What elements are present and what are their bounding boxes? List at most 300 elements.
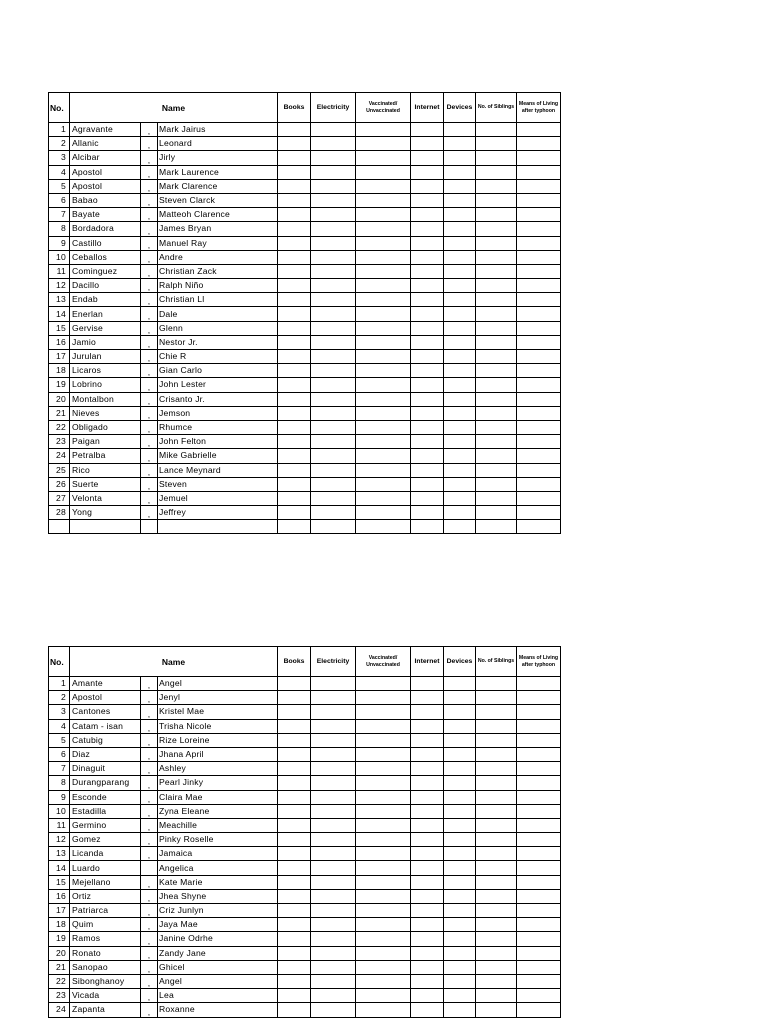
cell-devices[interactable] — [444, 1003, 476, 1017]
cell-siblings[interactable] — [476, 392, 517, 406]
cell-means-of-living[interactable] — [517, 321, 561, 335]
cell-electricity[interactable] — [311, 420, 356, 434]
cell-electricity[interactable] — [311, 435, 356, 449]
cell-means-of-living[interactable] — [517, 733, 561, 747]
cell-internet[interactable] — [411, 321, 444, 335]
cell-books[interactable] — [278, 790, 311, 804]
cell-vaccinated[interactable] — [356, 776, 411, 790]
cell-books[interactable] — [278, 321, 311, 335]
cell-devices[interactable] — [444, 719, 476, 733]
cell-vaccinated[interactable] — [356, 719, 411, 733]
cell-devices[interactable] — [444, 918, 476, 932]
cell-electricity[interactable] — [311, 151, 356, 165]
cell-siblings[interactable] — [476, 520, 517, 534]
cell-devices[interactable] — [444, 151, 476, 165]
cell-books[interactable] — [278, 264, 311, 278]
cell-siblings[interactable] — [476, 378, 517, 392]
cell-means-of-living[interactable] — [517, 677, 561, 691]
cell-vaccinated[interactable] — [356, 974, 411, 988]
cell-electricity[interactable] — [311, 677, 356, 691]
cell-internet[interactable] — [411, 904, 444, 918]
cell-books[interactable] — [278, 762, 311, 776]
cell-siblings[interactable] — [476, 279, 517, 293]
cell-vaccinated[interactable] — [356, 264, 411, 278]
cell-electricity[interactable] — [311, 222, 356, 236]
cell-internet[interactable] — [411, 193, 444, 207]
cell-internet[interactable] — [411, 378, 444, 392]
cell-books[interactable] — [278, 946, 311, 960]
cell-siblings[interactable] — [476, 506, 517, 520]
cell-devices[interactable] — [444, 677, 476, 691]
cell-electricity[interactable] — [311, 321, 356, 335]
cell-internet[interactable] — [411, 307, 444, 321]
cell-vaccinated[interactable] — [356, 208, 411, 222]
cell-vaccinated[interactable] — [356, 875, 411, 889]
cell-books[interactable] — [278, 974, 311, 988]
cell-siblings[interactable] — [476, 193, 517, 207]
cell-means-of-living[interactable] — [517, 350, 561, 364]
cell-means-of-living[interactable] — [517, 123, 561, 137]
cell-vaccinated[interactable] — [356, 477, 411, 491]
cell-devices[interactable] — [444, 889, 476, 903]
cell-devices[interactable] — [444, 123, 476, 137]
cell-electricity[interactable] — [311, 236, 356, 250]
cell-devices[interactable] — [444, 477, 476, 491]
cell-devices[interactable] — [444, 193, 476, 207]
cell-means-of-living[interactable] — [517, 137, 561, 151]
cell-means-of-living[interactable] — [517, 719, 561, 733]
cell-siblings[interactable] — [476, 1003, 517, 1017]
cell-electricity[interactable] — [311, 889, 356, 903]
cell-electricity[interactable] — [311, 804, 356, 818]
cell-vaccinated[interactable] — [356, 350, 411, 364]
cell-means-of-living[interactable] — [517, 918, 561, 932]
cell-books[interactable] — [278, 691, 311, 705]
cell-devices[interactable] — [444, 264, 476, 278]
cell-means-of-living[interactable] — [517, 818, 561, 832]
cell-internet[interactable] — [411, 137, 444, 151]
cell-vaccinated[interactable] — [356, 946, 411, 960]
cell-vaccinated[interactable] — [356, 733, 411, 747]
cell-books[interactable] — [278, 435, 311, 449]
cell-books[interactable] — [278, 1003, 311, 1017]
cell-electricity[interactable] — [311, 946, 356, 960]
cell-siblings[interactable] — [476, 477, 517, 491]
cell-devices[interactable] — [444, 179, 476, 193]
cell-devices[interactable] — [444, 520, 476, 534]
cell-internet[interactable] — [411, 677, 444, 691]
cell-vaccinated[interactable] — [356, 165, 411, 179]
cell-internet[interactable] — [411, 435, 444, 449]
cell-electricity[interactable] — [311, 506, 356, 520]
cell-means-of-living[interactable] — [517, 776, 561, 790]
cell-internet[interactable] — [411, 506, 444, 520]
cell-internet[interactable] — [411, 946, 444, 960]
cell-books[interactable] — [278, 350, 311, 364]
cell-devices[interactable] — [444, 932, 476, 946]
cell-electricity[interactable] — [311, 392, 356, 406]
cell-internet[interactable] — [411, 974, 444, 988]
cell-books[interactable] — [278, 520, 311, 534]
cell-books[interactable] — [278, 747, 311, 761]
cell-means-of-living[interactable] — [517, 491, 561, 505]
cell-devices[interactable] — [444, 974, 476, 988]
cell-books[interactable] — [278, 861, 311, 875]
cell-devices[interactable] — [444, 406, 476, 420]
cell-internet[interactable] — [411, 208, 444, 222]
cell-electricity[interactable] — [311, 762, 356, 776]
cell-vaccinated[interactable] — [356, 364, 411, 378]
cell-vaccinated[interactable] — [356, 420, 411, 434]
cell-vaccinated[interactable] — [356, 861, 411, 875]
cell-vaccinated[interactable] — [356, 250, 411, 264]
cell-siblings[interactable] — [476, 151, 517, 165]
cell-books[interactable] — [278, 875, 311, 889]
cell-vaccinated[interactable] — [356, 406, 411, 420]
cell-devices[interactable] — [444, 491, 476, 505]
cell-internet[interactable] — [411, 960, 444, 974]
cell-electricity[interactable] — [311, 307, 356, 321]
cell-siblings[interactable] — [476, 491, 517, 505]
cell-internet[interactable] — [411, 463, 444, 477]
cell-books[interactable] — [278, 463, 311, 477]
cell-books[interactable] — [278, 279, 311, 293]
cell-books[interactable] — [278, 818, 311, 832]
cell-books[interactable] — [278, 705, 311, 719]
cell-vaccinated[interactable] — [356, 691, 411, 705]
cell-means-of-living[interactable] — [517, 179, 561, 193]
cell-electricity[interactable] — [311, 264, 356, 278]
cell-electricity[interactable] — [311, 279, 356, 293]
cell-devices[interactable] — [444, 818, 476, 832]
cell-vaccinated[interactable] — [356, 236, 411, 250]
cell-electricity[interactable] — [311, 833, 356, 847]
cell-siblings[interactable] — [476, 691, 517, 705]
cell-devices[interactable] — [444, 790, 476, 804]
cell-siblings[interactable] — [476, 804, 517, 818]
cell-devices[interactable] — [444, 833, 476, 847]
cell-means-of-living[interactable] — [517, 378, 561, 392]
cell-devices[interactable] — [444, 904, 476, 918]
cell-devices[interactable] — [444, 307, 476, 321]
cell-internet[interactable] — [411, 335, 444, 349]
cell-siblings[interactable] — [476, 705, 517, 719]
cell-vaccinated[interactable] — [356, 463, 411, 477]
cell-books[interactable] — [278, 307, 311, 321]
cell-means-of-living[interactable] — [517, 420, 561, 434]
cell-means-of-living[interactable] — [517, 989, 561, 1003]
cell-means-of-living[interactable] — [517, 335, 561, 349]
cell-books[interactable] — [278, 776, 311, 790]
cell-siblings[interactable] — [476, 420, 517, 434]
cell-electricity[interactable] — [311, 165, 356, 179]
cell-means-of-living[interactable] — [517, 946, 561, 960]
cell-vaccinated[interactable] — [356, 889, 411, 903]
cell-siblings[interactable] — [476, 165, 517, 179]
cell-devices[interactable] — [444, 960, 476, 974]
cell-vaccinated[interactable] — [356, 179, 411, 193]
cell-electricity[interactable] — [311, 477, 356, 491]
cell-devices[interactable] — [444, 435, 476, 449]
cell-means-of-living[interactable] — [517, 974, 561, 988]
cell-internet[interactable] — [411, 364, 444, 378]
cell-means-of-living[interactable] — [517, 705, 561, 719]
cell-internet[interactable] — [411, 776, 444, 790]
cell-internet[interactable] — [411, 392, 444, 406]
cell-means-of-living[interactable] — [517, 762, 561, 776]
cell-means-of-living[interactable] — [517, 747, 561, 761]
cell-vaccinated[interactable] — [356, 137, 411, 151]
cell-electricity[interactable] — [311, 293, 356, 307]
cell-books[interactable] — [278, 889, 311, 903]
cell-means-of-living[interactable] — [517, 279, 561, 293]
cell-means-of-living[interactable] — [517, 264, 561, 278]
cell-internet[interactable] — [411, 1003, 444, 1017]
cell-means-of-living[interactable] — [517, 392, 561, 406]
cell-vaccinated[interactable] — [356, 747, 411, 761]
cell-vaccinated[interactable] — [356, 335, 411, 349]
cell-means-of-living[interactable] — [517, 804, 561, 818]
cell-devices[interactable] — [444, 378, 476, 392]
cell-internet[interactable] — [411, 350, 444, 364]
cell-means-of-living[interactable] — [517, 151, 561, 165]
cell-siblings[interactable] — [476, 250, 517, 264]
cell-electricity[interactable] — [311, 974, 356, 988]
cell-books[interactable] — [278, 719, 311, 733]
cell-siblings[interactable] — [476, 236, 517, 250]
cell-electricity[interactable] — [311, 733, 356, 747]
cell-electricity[interactable] — [311, 847, 356, 861]
cell-electricity[interactable] — [311, 193, 356, 207]
cell-internet[interactable] — [411, 733, 444, 747]
cell-internet[interactable] — [411, 875, 444, 889]
cell-siblings[interactable] — [476, 293, 517, 307]
cell-electricity[interactable] — [311, 449, 356, 463]
cell-means-of-living[interactable] — [517, 193, 561, 207]
cell-devices[interactable] — [444, 804, 476, 818]
cell-siblings[interactable] — [476, 350, 517, 364]
cell-books[interactable] — [278, 151, 311, 165]
cell-siblings[interactable] — [476, 776, 517, 790]
cell-devices[interactable] — [444, 165, 476, 179]
cell-books[interactable] — [278, 960, 311, 974]
cell-devices[interactable] — [444, 691, 476, 705]
cell-internet[interactable] — [411, 264, 444, 278]
cell-means-of-living[interactable] — [517, 307, 561, 321]
cell-electricity[interactable] — [311, 378, 356, 392]
cell-vaccinated[interactable] — [356, 790, 411, 804]
cell-siblings[interactable] — [476, 307, 517, 321]
cell-electricity[interactable] — [311, 747, 356, 761]
cell-siblings[interactable] — [476, 818, 517, 832]
cell-electricity[interactable] — [311, 463, 356, 477]
cell-means-of-living[interactable] — [517, 222, 561, 236]
cell-siblings[interactable] — [476, 989, 517, 1003]
cell-electricity[interactable] — [311, 960, 356, 974]
cell-books[interactable] — [278, 335, 311, 349]
cell-vaccinated[interactable] — [356, 818, 411, 832]
cell-books[interactable] — [278, 989, 311, 1003]
cell-internet[interactable] — [411, 804, 444, 818]
cell-vaccinated[interactable] — [356, 151, 411, 165]
cell-siblings[interactable] — [476, 179, 517, 193]
cell-internet[interactable] — [411, 833, 444, 847]
cell-means-of-living[interactable] — [517, 463, 561, 477]
cell-vaccinated[interactable] — [356, 932, 411, 946]
cell-books[interactable] — [278, 477, 311, 491]
cell-internet[interactable] — [411, 165, 444, 179]
cell-vaccinated[interactable] — [356, 1003, 411, 1017]
cell-books[interactable] — [278, 491, 311, 505]
cell-internet[interactable] — [411, 179, 444, 193]
cell-means-of-living[interactable] — [517, 691, 561, 705]
cell-vaccinated[interactable] — [356, 307, 411, 321]
cell-devices[interactable] — [444, 506, 476, 520]
cell-devices[interactable] — [444, 875, 476, 889]
cell-devices[interactable] — [444, 747, 476, 761]
cell-books[interactable] — [278, 918, 311, 932]
cell-siblings[interactable] — [476, 719, 517, 733]
cell-siblings[interactable] — [476, 762, 517, 776]
cell-siblings[interactable] — [476, 222, 517, 236]
cell-siblings[interactable] — [476, 847, 517, 861]
cell-siblings[interactable] — [476, 364, 517, 378]
cell-books[interactable] — [278, 179, 311, 193]
cell-siblings[interactable] — [476, 946, 517, 960]
cell-electricity[interactable] — [311, 491, 356, 505]
cell-means-of-living[interactable] — [517, 904, 561, 918]
cell-devices[interactable] — [444, 989, 476, 1003]
cell-electricity[interactable] — [311, 137, 356, 151]
cell-devices[interactable] — [444, 705, 476, 719]
cell-electricity[interactable] — [311, 705, 356, 719]
cell-internet[interactable] — [411, 989, 444, 1003]
cell-siblings[interactable] — [476, 449, 517, 463]
cell-siblings[interactable] — [476, 875, 517, 889]
cell-siblings[interactable] — [476, 747, 517, 761]
cell-devices[interactable] — [444, 236, 476, 250]
cell-siblings[interactable] — [476, 918, 517, 932]
cell-books[interactable] — [278, 165, 311, 179]
cell-vaccinated[interactable] — [356, 960, 411, 974]
cell-books[interactable] — [278, 847, 311, 861]
cell-internet[interactable] — [411, 477, 444, 491]
cell-vaccinated[interactable] — [356, 449, 411, 463]
cell-devices[interactable] — [444, 463, 476, 477]
cell-means-of-living[interactable] — [517, 250, 561, 264]
cell-vaccinated[interactable] — [356, 989, 411, 1003]
cell-vaccinated[interactable] — [356, 705, 411, 719]
cell-means-of-living[interactable] — [517, 847, 561, 861]
cell-means-of-living[interactable] — [517, 364, 561, 378]
cell-siblings[interactable] — [476, 733, 517, 747]
cell-vaccinated[interactable] — [356, 222, 411, 236]
cell-books[interactable] — [278, 833, 311, 847]
cell-books[interactable] — [278, 506, 311, 520]
cell-means-of-living[interactable] — [517, 406, 561, 420]
cell-means-of-living[interactable] — [517, 889, 561, 903]
cell-internet[interactable] — [411, 705, 444, 719]
cell-siblings[interactable] — [476, 904, 517, 918]
cell-vaccinated[interactable] — [356, 491, 411, 505]
cell-means-of-living[interactable] — [517, 520, 561, 534]
cell-means-of-living[interactable] — [517, 293, 561, 307]
cell-internet[interactable] — [411, 719, 444, 733]
cell-internet[interactable] — [411, 918, 444, 932]
cell-electricity[interactable] — [311, 818, 356, 832]
cell-means-of-living[interactable] — [517, 875, 561, 889]
cell-books[interactable] — [278, 137, 311, 151]
cell-books[interactable] — [278, 420, 311, 434]
cell-devices[interactable] — [444, 250, 476, 264]
cell-electricity[interactable] — [311, 350, 356, 364]
cell-vaccinated[interactable] — [356, 520, 411, 534]
cell-books[interactable] — [278, 236, 311, 250]
cell-electricity[interactable] — [311, 861, 356, 875]
cell-siblings[interactable] — [476, 833, 517, 847]
cell-vaccinated[interactable] — [356, 293, 411, 307]
cell-internet[interactable] — [411, 762, 444, 776]
cell-means-of-living[interactable] — [517, 790, 561, 804]
cell-internet[interactable] — [411, 279, 444, 293]
cell-devices[interactable] — [444, 762, 476, 776]
cell-devices[interactable] — [444, 776, 476, 790]
cell-electricity[interactable] — [311, 250, 356, 264]
cell-internet[interactable] — [411, 236, 444, 250]
cell-electricity[interactable] — [311, 364, 356, 378]
cell-devices[interactable] — [444, 350, 476, 364]
cell-internet[interactable] — [411, 889, 444, 903]
cell-books[interactable] — [278, 222, 311, 236]
cell-internet[interactable] — [411, 847, 444, 861]
cell-siblings[interactable] — [476, 264, 517, 278]
cell-electricity[interactable] — [311, 719, 356, 733]
cell-internet[interactable] — [411, 406, 444, 420]
cell-siblings[interactable] — [476, 960, 517, 974]
cell-siblings[interactable] — [476, 335, 517, 349]
cell-internet[interactable] — [411, 123, 444, 137]
cell-means-of-living[interactable] — [517, 449, 561, 463]
cell-means-of-living[interactable] — [517, 833, 561, 847]
cell-books[interactable] — [278, 123, 311, 137]
cell-siblings[interactable] — [476, 790, 517, 804]
cell-internet[interactable] — [411, 818, 444, 832]
cell-vaccinated[interactable] — [356, 677, 411, 691]
cell-books[interactable] — [278, 904, 311, 918]
cell-internet[interactable] — [411, 222, 444, 236]
cell-books[interactable] — [278, 733, 311, 747]
cell-electricity[interactable] — [311, 790, 356, 804]
cell-means-of-living[interactable] — [517, 506, 561, 520]
cell-books[interactable] — [278, 449, 311, 463]
cell-means-of-living[interactable] — [517, 236, 561, 250]
cell-devices[interactable] — [444, 733, 476, 747]
cell-electricity[interactable] — [311, 123, 356, 137]
cell-books[interactable] — [278, 804, 311, 818]
cell-devices[interactable] — [444, 364, 476, 378]
cell-electricity[interactable] — [311, 776, 356, 790]
cell-devices[interactable] — [444, 293, 476, 307]
cell-books[interactable] — [278, 364, 311, 378]
cell-books[interactable] — [278, 392, 311, 406]
cell-books[interactable] — [278, 406, 311, 420]
cell-vaccinated[interactable] — [356, 904, 411, 918]
cell-electricity[interactable] — [311, 932, 356, 946]
cell-internet[interactable] — [411, 250, 444, 264]
cell-means-of-living[interactable] — [517, 1003, 561, 1017]
cell-devices[interactable] — [444, 222, 476, 236]
cell-internet[interactable] — [411, 861, 444, 875]
